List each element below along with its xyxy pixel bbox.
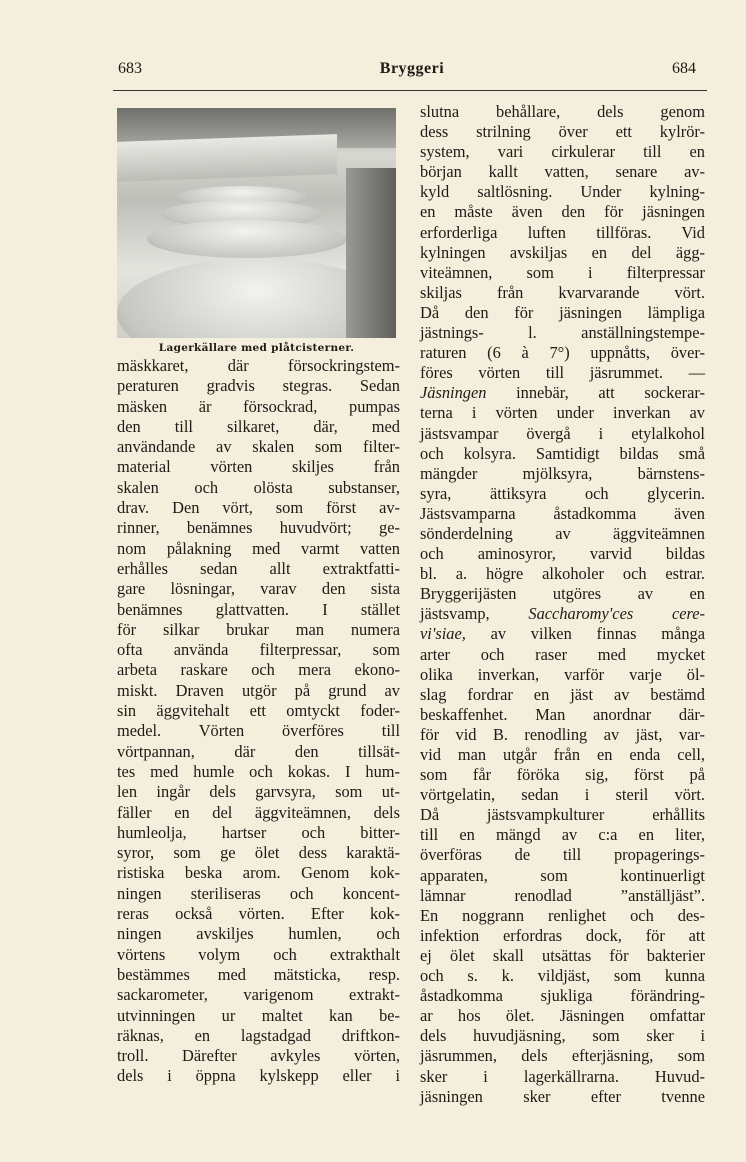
text-line: åstadkomma sjukliga förändring-: [420, 986, 705, 1006]
text-line: nom pålakning med varmt vatten: [117, 538, 400, 558]
text-line: beskaffenhet. Man anordnar där-: [420, 704, 705, 724]
text-line: mäsken är försockrad, pumpas: [117, 396, 400, 416]
italic-term: Jäsningen: [420, 383, 487, 403]
text-line: Jästsvamparna åstadkomma även: [420, 503, 705, 523]
text-line: system, vari cirkulerar till en: [420, 142, 705, 162]
text-line: utvinningen ur maltet kan be-: [117, 1005, 400, 1025]
text-line: ningen avskiljes humlen, och: [117, 924, 400, 944]
text-line: tes med humle och kokas. I hum-: [117, 761, 400, 781]
text-line: [420, 604, 705, 624]
text-line: överföras de till propagerings-: [420, 845, 705, 865]
text-line: infektion erfordras dock, för att: [420, 925, 705, 945]
text-line: föres vörten till jäsrummet. —: [420, 363, 705, 383]
text-line: dess strilning över ett kylrör-: [420, 122, 705, 142]
text-line: rinner, benämnes huvudvört; ge-: [117, 518, 400, 538]
text-line: jäsrummen, dels efterjäsning, som: [420, 1046, 705, 1066]
text-line: en måste även den för jäsningen: [420, 202, 705, 222]
text-line: fäller en del äggviteämnen, dels: [117, 802, 400, 822]
text-line: sker i lagerkällrarna. Huvud-: [420, 1066, 705, 1086]
text-line: jästnings- l. anställningstempe-: [420, 323, 705, 343]
text-line: [420, 383, 705, 403]
text-line: len ingår dels garvsyra, som ut-: [117, 782, 400, 802]
text-line: för silkar brukar man numera: [117, 619, 400, 639]
text-line: jäsningen sker efter tvenne: [420, 1086, 705, 1106]
text-line: troll. Därefter avkyles vörten,: [117, 1046, 400, 1066]
text-line: bl. a. högre alkoholer och estrar.: [420, 564, 705, 584]
text-line: syra, ättiksyra och glycerin.: [420, 483, 705, 503]
text-line: och s. k. vildjäst, som kunna: [420, 966, 705, 986]
text-line: jästsvampar övergå i etylalkohol: [420, 423, 705, 443]
left-text-column: [117, 356, 400, 1087]
text-line: slag fordrar en jäst av bestämd: [420, 684, 705, 704]
text-line: viteämnen, som i filterpressar: [420, 262, 705, 282]
text-line: bestämmes med mätsticka, resp.: [117, 964, 400, 984]
text-line: för vid B. renodling av jäst, var-: [420, 724, 705, 744]
text-line: Bryggerijästen utgöres av en: [420, 584, 705, 604]
text-line: dels i öppna kylskepp eller i: [117, 1066, 400, 1086]
text-line: erhålles sedan allt extraktfatti-: [117, 558, 400, 578]
italic-term: Saccharomy'ces cere-: [528, 604, 705, 624]
text-line: kylningen avskiljas en del ägg-: [420, 242, 705, 262]
text-line: som får föröka sig, först på: [420, 765, 705, 785]
page-number-right: 684: [672, 60, 696, 77]
text-line: Då den för jäsningen lämpliga: [420, 302, 705, 322]
text-line: den till silkaret, där, med: [117, 416, 400, 436]
text-line: erforderliga luften tillföras. Vid: [420, 222, 705, 242]
figure-caption: Lagerkällare med plåtcisterner.: [158, 342, 355, 354]
text-line: vörtens volym och extrakthalt: [117, 944, 400, 964]
text-line: gare lösningar, varav den sista: [117, 579, 400, 599]
header-rule: [113, 90, 707, 91]
text-segment: av vilken finnas många: [465, 624, 705, 644]
text-line: skalen och olösta substanser,: [117, 477, 400, 497]
text-line: arbeta raskare och mera ekono-: [117, 660, 400, 680]
text-line: vörtgelatin, sedan i steril vört.: [420, 785, 705, 805]
text-line: skiljas från kvarvarande vört.: [420, 282, 705, 302]
text-segment: innebär, att sockerar-: [486, 383, 705, 403]
text-line: reras också vörten. Efter kok-: [117, 904, 400, 924]
text-line: räknas, en lagstadgad driftkon-: [117, 1025, 400, 1045]
text-line: material vörten skiljes från: [117, 457, 400, 477]
text-line: ristiska beska arom. Genom kok-: [117, 863, 400, 883]
text-line: sin äggvitehalt ett omtyckt foder-: [117, 701, 400, 721]
text-line: arter och raser med mycket: [420, 644, 705, 664]
text-line: vid man utgår från en enda cell,: [420, 745, 705, 764]
text-line: dels huvudjäsning, som sker i: [420, 1026, 705, 1046]
text-line: Då jästsvampkulturer erhållits: [420, 805, 705, 825]
text-line: mäskkaret, där försockringstem-: [117, 356, 400, 375]
text-line: användande av skalen som filter-: [117, 437, 400, 457]
text-line: syror, som ge ölet dess karaktä-: [117, 843, 400, 863]
text-line: och aminosyror, varvid bildas: [420, 544, 705, 564]
text-line: sönderdelning av äggviteämnen: [420, 523, 705, 543]
figure-photo-lager-cellar: [117, 108, 396, 338]
text-line: miskt. Draven utgör på grund av: [117, 680, 400, 700]
text-line: raturen (6 à 7°) uppnåtts, över-: [420, 343, 705, 363]
text-line: peraturen gradvis stegras. Sedan: [117, 376, 400, 396]
text-line: benämnes glattvatten. I stället: [117, 599, 400, 619]
text-line: medel. Vörten överföres till: [117, 721, 400, 741]
text-segment: jästsvamp,: [420, 604, 529, 624]
text-line: och kolsyra. Samtidigt bildas små: [420, 443, 705, 463]
text-line: slutna behållare, dels genom: [420, 102, 705, 121]
text-line: ningen steriliseras och koncent-: [117, 883, 400, 903]
text-line: mängder mjölksyra, bärnstens-: [420, 463, 705, 483]
text-line: En noggrann renlighet och des-: [420, 905, 705, 925]
italic-term: vi'siae,: [420, 624, 466, 644]
text-line: lämnar renodlad ”anställjäst”.: [420, 885, 705, 905]
text-line: till en mängd av c:a en liter,: [420, 825, 705, 845]
text-line: [420, 624, 705, 644]
right-text-column: [420, 102, 705, 1107]
text-line: apparaten, som kontinuerligt: [420, 865, 705, 885]
text-line: ofta använda filterpressar, som: [117, 640, 400, 660]
text-line: ar hos ölet. Jäsningen omfattar: [420, 1006, 705, 1026]
text-line: vörtpannan, där den tillsät-: [117, 741, 400, 761]
text-line: sackarometer, varigenom extrakt-: [117, 985, 400, 1005]
text-line: humleolja, hartser och bitter-: [117, 822, 400, 842]
text-line: början kallt vatten, senare av-: [420, 162, 705, 182]
text-line: terna i vörten under inverkan av: [420, 403, 705, 423]
running-title: Bryggeri: [379, 60, 445, 77]
text-line: drav. Den vört, som först av-: [117, 498, 400, 518]
text-line: kyld saltlösning. Under kylning-: [420, 182, 705, 202]
text-line: ej ölet skall utsättas för bakterier: [420, 945, 705, 965]
text-line: olika inverkan, varför varje öl-: [420, 664, 705, 684]
page-number-left: 683: [118, 60, 142, 77]
